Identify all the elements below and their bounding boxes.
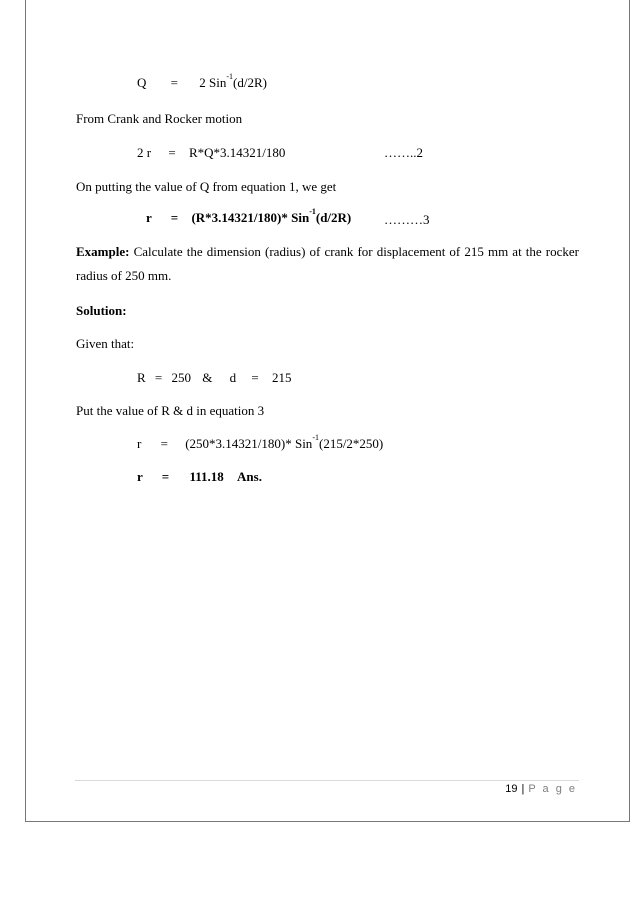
eq4-rhs: (250*3.14321/180)* Sin — [185, 436, 313, 451]
equation-5-answer — [137, 469, 262, 485]
equation-1 — [137, 72, 267, 91]
given-equation — [137, 370, 291, 386]
eq5-op: = — [161, 469, 170, 484]
text-putting-value: On putting the value of Q from equation 1, we get — [76, 179, 337, 194]
eq4-op: = — [160, 436, 168, 451]
page-number: 19 — [505, 783, 518, 795]
given-R: R — [137, 370, 146, 385]
page-footer — [505, 783, 577, 795]
given-that: Given that: — [76, 336, 135, 351]
given-d: d — [229, 370, 237, 385]
equation-2 — [137, 145, 285, 161]
given-op2: = — [251, 370, 259, 385]
eq3-rhs-arg: (d/2R) — [315, 210, 352, 225]
eq5-lhs: r — [137, 469, 143, 484]
eq1-rhs: 2 Sin — [199, 75, 227, 90]
eq1-op: = — [170, 75, 178, 90]
page-label: P a g e — [528, 783, 577, 795]
given-d-value: 215 — [271, 370, 292, 385]
equation-3 — [146, 207, 352, 226]
eq2-lhs: 2 r — [137, 145, 152, 160]
eq4-rhs-arg: (215/2*250) — [318, 436, 384, 451]
eq4-lhs: r — [137, 436, 142, 451]
eq5-value: 111.18 — [189, 469, 224, 484]
text-put-value: Put the value of R & d in equation 3 — [76, 403, 265, 418]
footer-separator: | — [521, 783, 525, 795]
text-crank-rocker: From Crank and Rocker motion — [76, 111, 243, 126]
solution-heading: Solution: — [76, 303, 127, 318]
equation-2-number: ……..2 — [384, 145, 423, 160]
eq2-rhs: R*Q*3.14321/180 — [188, 145, 286, 160]
example-label: Example: — [76, 244, 130, 259]
eq3-rhs: (R*3.14321/180)* Sin — [191, 210, 310, 225]
eq4-sup: -1 — [312, 433, 319, 442]
equation-3-number: ………3 — [384, 212, 430, 227]
eq1-sup: -1 — [226, 72, 233, 81]
example-line-1 — [76, 244, 579, 260]
eq5-ans: Ans. — [237, 469, 262, 484]
eq3-lhs: r — [146, 210, 152, 225]
eq3-op: = — [170, 210, 179, 225]
given-op1: = — [154, 370, 163, 385]
example-text: Calculate the dimension (radius) of crank for displacement of 215 mm at the rocker — [133, 244, 579, 259]
eq1-lhs: Q — [137, 75, 147, 90]
example-line-2: radius of 250 mm. — [76, 268, 172, 283]
eq1-rhs-arg: (d/2R) — [233, 75, 267, 90]
equation-4 — [137, 433, 384, 452]
footer-rule — [75, 780, 579, 781]
given-amp: & — [202, 370, 213, 385]
eq3-sup: -1 — [309, 207, 316, 216]
given-R-value: 250 — [171, 370, 192, 385]
eq2-op: = — [168, 145, 176, 160]
